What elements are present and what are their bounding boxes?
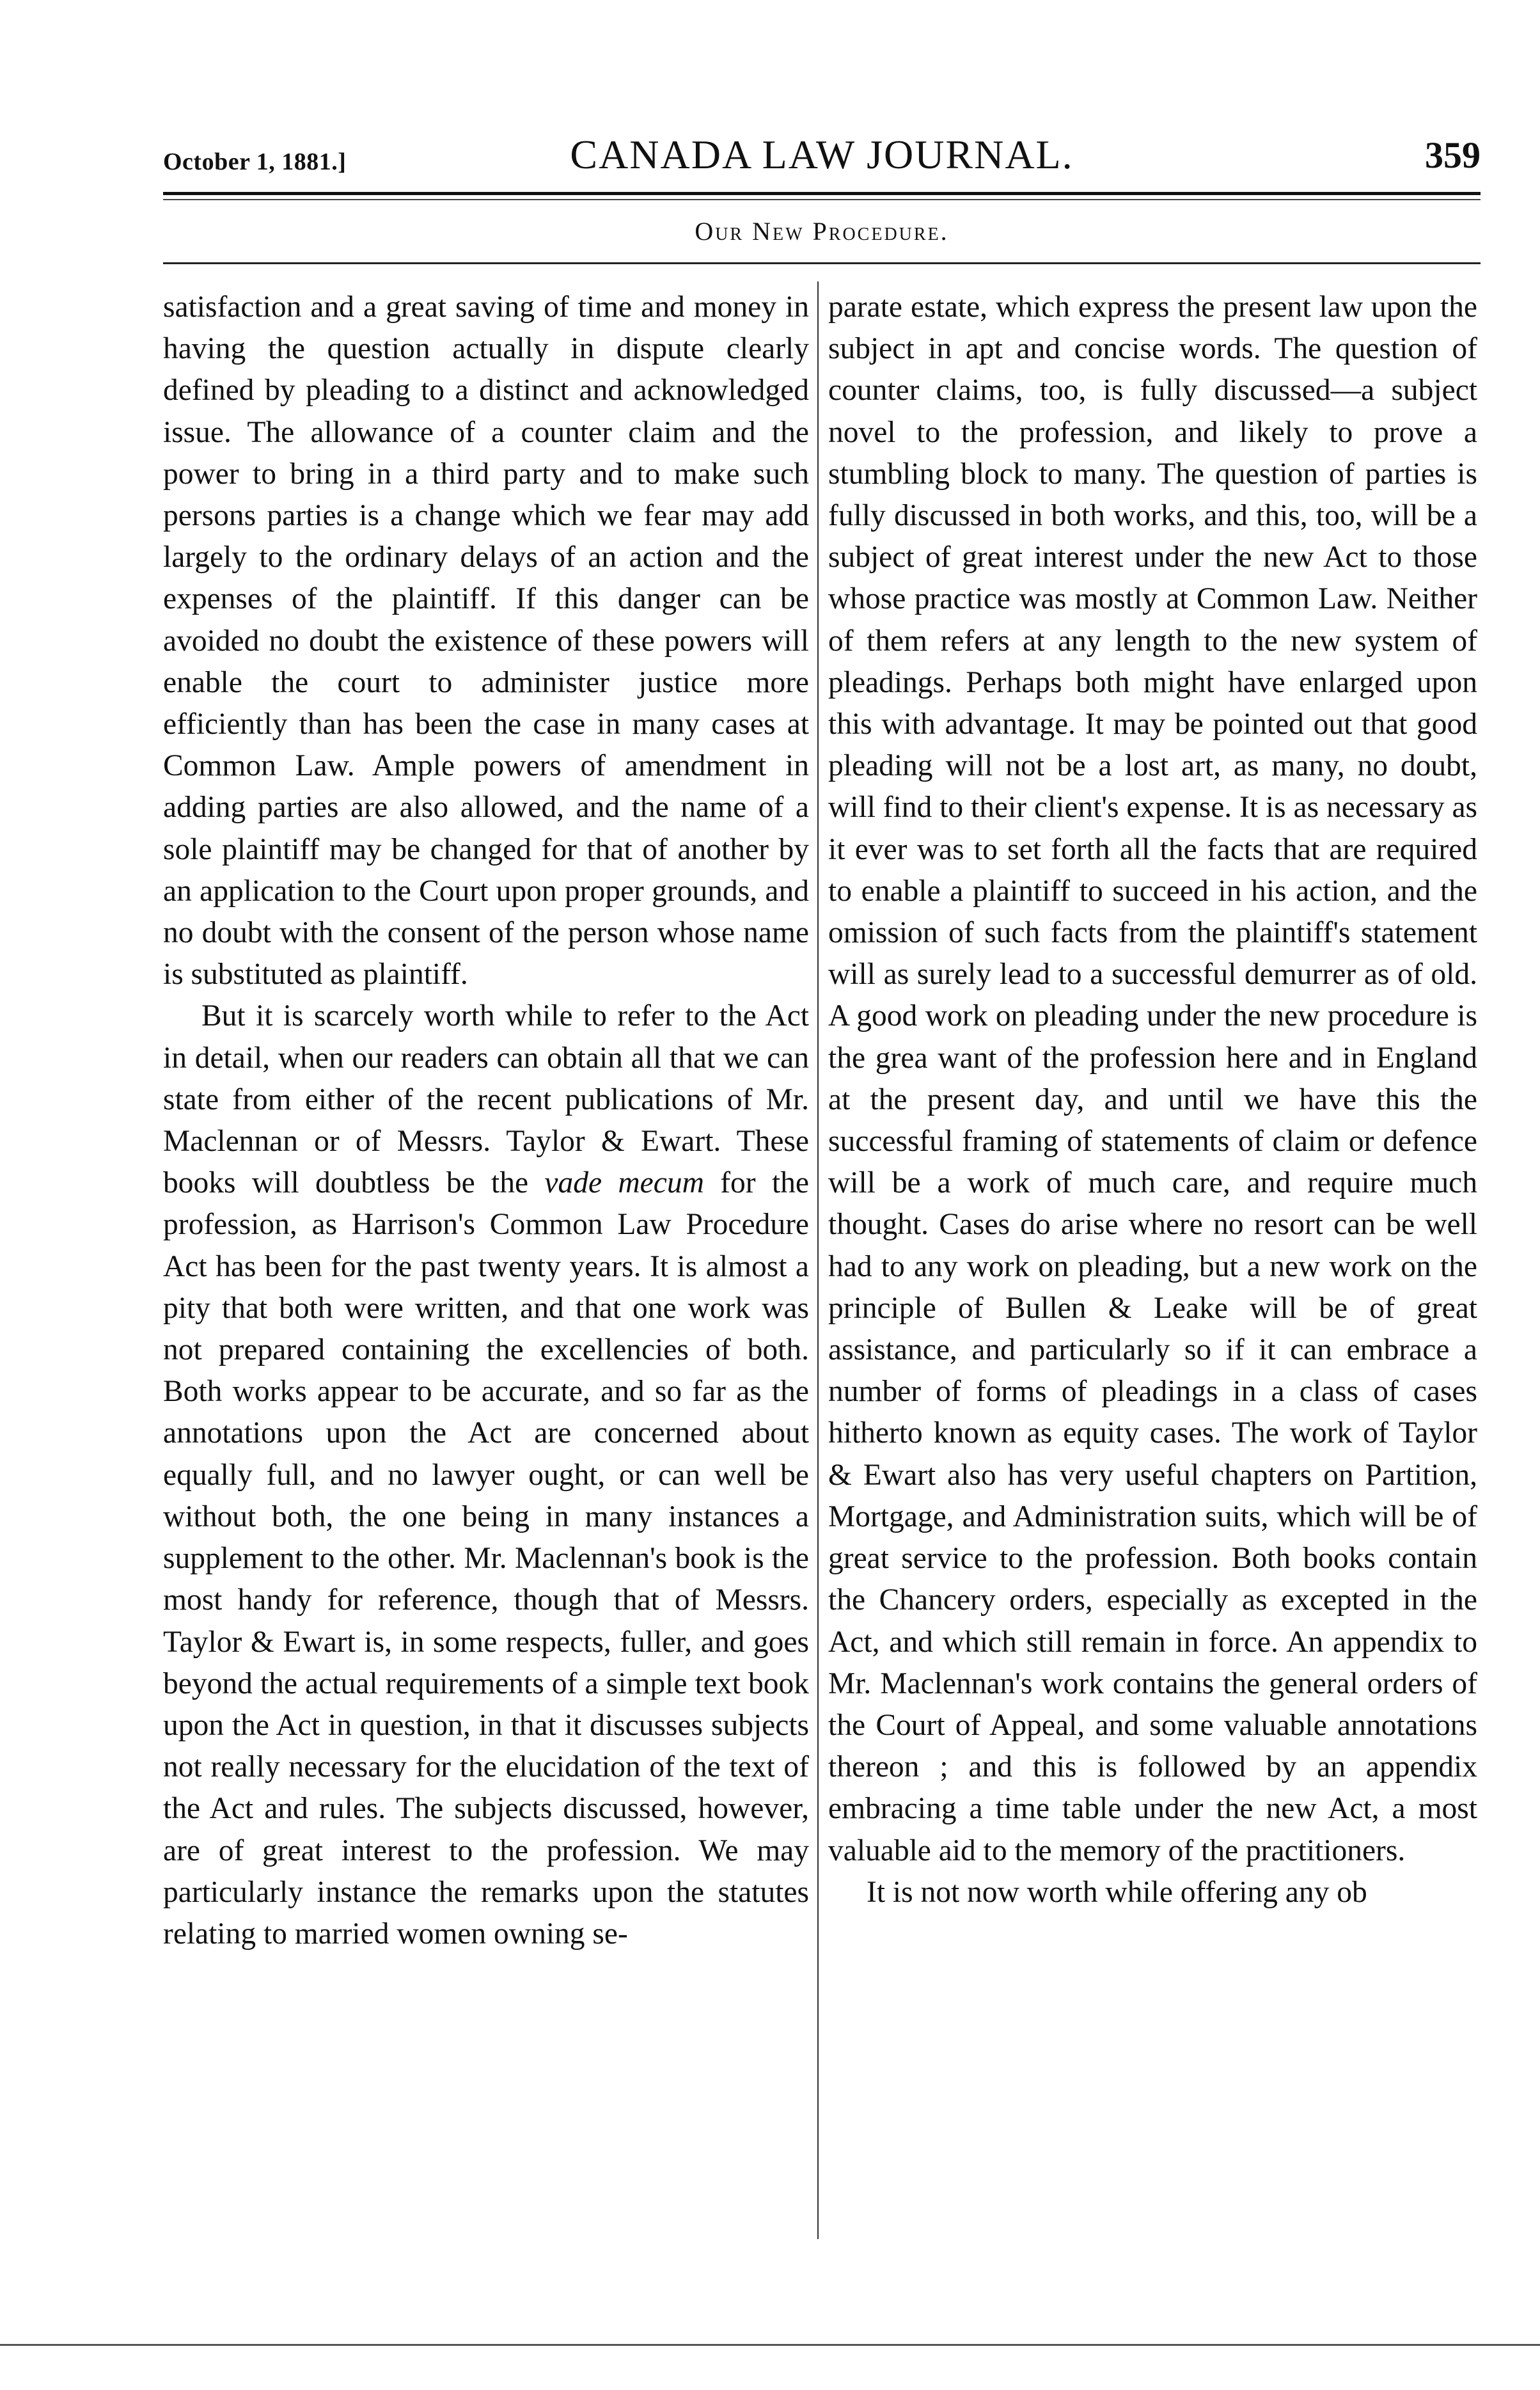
right-paragraph-1: parate estate, which express the present law upon the subject in apt and concise words. The question of counter claims, too, is fully discussed—a subject novel to the profession, and likely to prove a stumbling block to many. The question of parties is fully discussed in both works, and this, too, will be a subject of great interest under the new Act to those whose practice was mostly at Common Law. Neither of them refers at any length to the new system of pleadings. Perhaps both might have enlarged upon this with advantage. It may be pointed out that good pleading will not be a lost art, as many, no doubt, will find to their client's expense. It is as necessary as it ever was to set forth all the facts that are required to enable a plaintiff to succeed in his action, and the omission of such facts from the plaintiff's statement will as surely lead to a successful demurrer as of old. A good work on pleading under the new procedure is the grea want of the profession here and in England at the present day, and until we have this the successful framing of statements of claim or defence will be a work of much care, and require much thought. Cases do arise where no resort can be well had to any work on pleading, but a new work on the principle of Bullen & Leake will be of great assistance, and particularly so if it can embrace a number of forms of pleadings in a class of cases hitherto known as equity cases. The work of Taylor & Ewart also has very useful chapters on Partition, Mortgage, and Administration suits, which will be of great service to the profession. Both books contain the Chancery orders, especially as excepted in the Act, and which still remain in force. An appendix to Mr. Maclennan's work contains the general orders of the Court of Appeal, and some valuable annotations thereon ; and this is followed by an appendix embracing a time table under the new Act, a most valuable aid to the memory of the practitioners. — [828, 290, 1478, 1867]
left-column — [163, 287, 809, 2238]
left-paragraph-2-end: for the profession, as Harrison's Common Law Procedure Act has been for the past twenty years. It is almost a pity that both were written, and that one work was not prepared containing the excellencies of both. Both works appear to be accurate, and so far as the annotations upon the Act are concerned about equally full, and no lawyer ought, or can well be without both, the one being in many instances a supplement to the other. Mr. Maclennan's book is the most handy for reference, though that of Messrs. Taylor & Ewart is, in some respects, fuller, and goes beyond the actual requirements of a simple text book upon the Act in question, in that it discusses subjects not really necessary for the elucidation of the text of the Act and rules. The subjects discussed, however, are of great interest to the profession. We may particularly instance the remarks upon the statutes relating to married women owning se- — [163, 1166, 809, 1951]
vade-mecum-italic: vade mecum — [544, 1166, 704, 1200]
page-number: 359 — [1425, 134, 1481, 176]
left-paragraph-1: satisfaction and a great saving of time and money in having the question actually in dispute clearly defined by pleading to a distinct and acknowledged issue. The allowance of a counter claim and the power to bring in a third party and to make such persons parties is a change which we fear may add largely to the ordinary delays of an action and the expenses of the plaintiff. If this danger can be avoided no doubt the existence of these powers will enable the court to administer justice more efficiently than has been the case in many cases at Common Law. Ample powers of amendment in adding parties are also allowed, and the name of a sole plaintiff may be changed for that of another by an application to the Court upon proper grounds, and no doubt with the consent of the person whose name is substituted as plaintiff. — [163, 290, 809, 992]
page-header — [163, 131, 1481, 182]
right-column — [828, 287, 1477, 2238]
section-running-head: Our New Procedure. — [695, 217, 949, 246]
header-rule-thin — [163, 199, 1481, 200]
left-paragraph-2 — [163, 995, 809, 1955]
page-bottom-edge — [0, 2344, 1540, 2346]
header-date: October 1, 1881.] — [163, 148, 347, 175]
column-divider — [817, 281, 819, 2239]
section-rule — [163, 262, 1481, 264]
right-paragraph-2: It is not now worth while offering any ob — [867, 1875, 1367, 1909]
left-paragraph-2-start: But it is scarcely worth while to refer to the Act in detail, when our readers can obtain all that we can state from either of the recent publications of Mr. Maclennan or of Messrs. Taylor & Ewart. These books will doubtless be the — [163, 999, 809, 1200]
journal-title: CANADA LAW JOURNAL. — [570, 132, 1074, 177]
header-rule — [163, 192, 1481, 195]
